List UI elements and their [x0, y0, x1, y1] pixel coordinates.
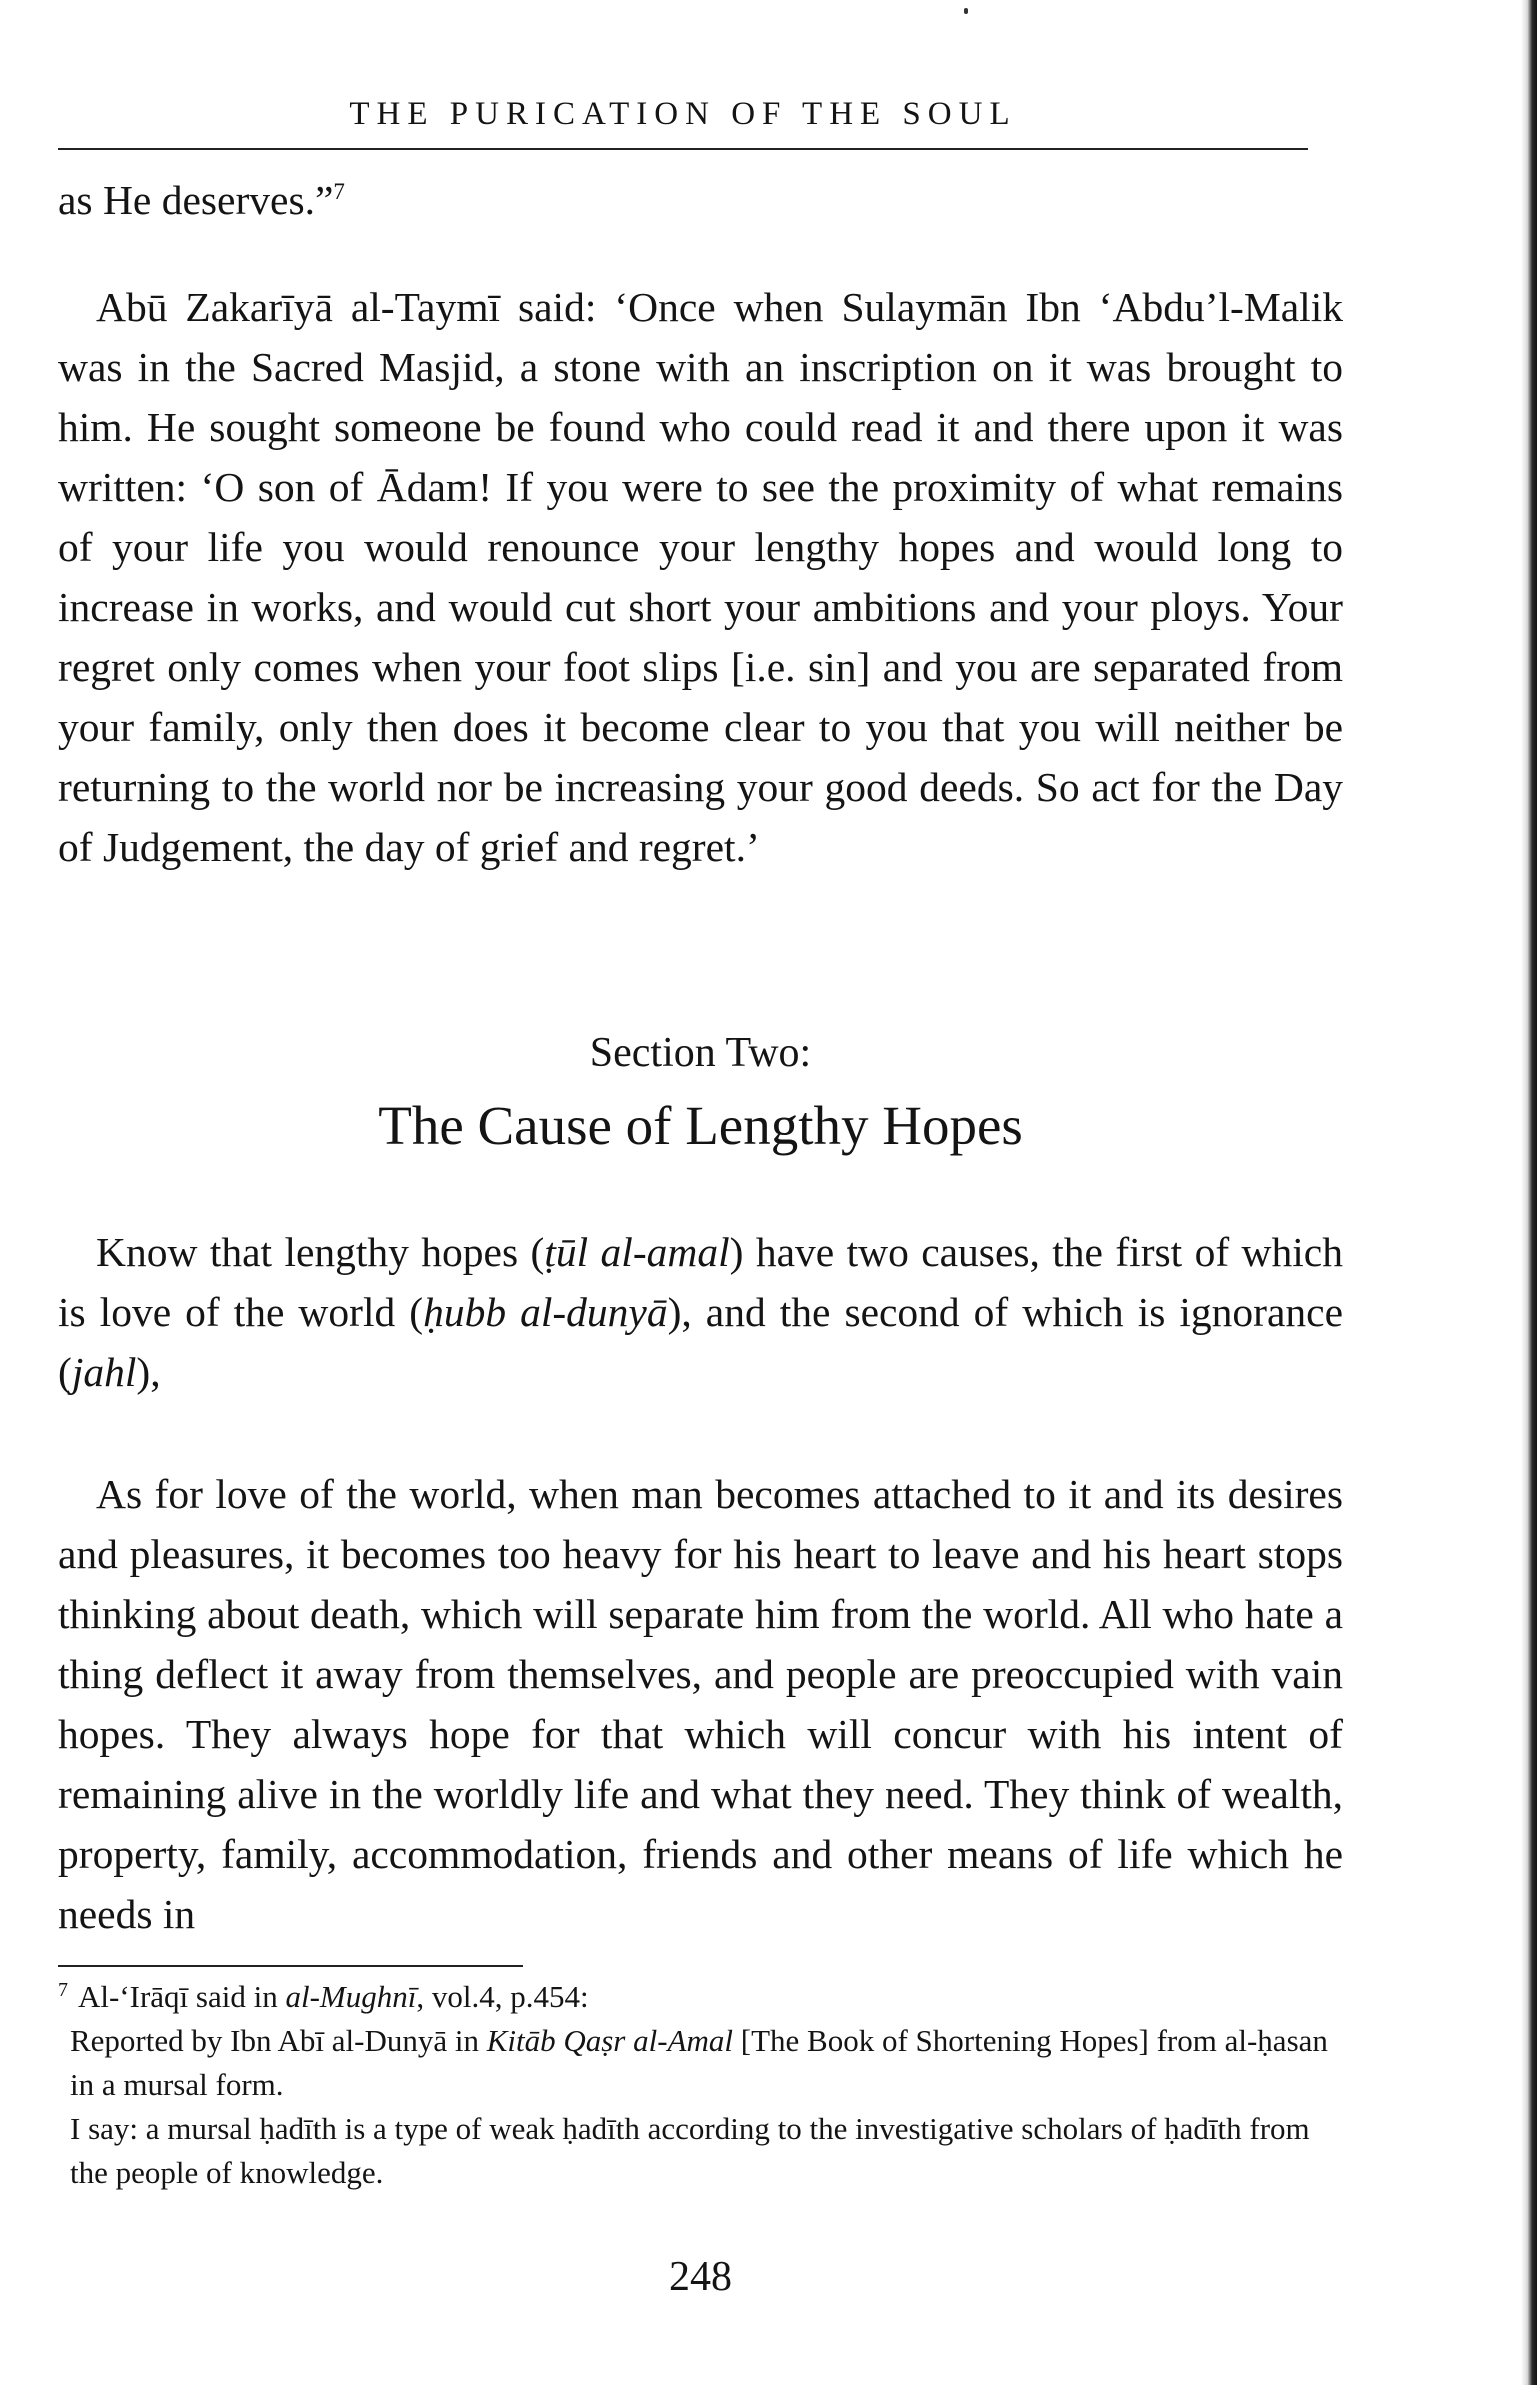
- paragraph-love-of-world: As for love of the world, when man becomes attached to it and its desires and pleasures, it becomes too heavy for his heart to leave and his heart stops thinking about death, which will separate him from the world. All who hate a thing deflect it away from themselves, and people are preoccupied with vain hopes. They always hope for that which will concur with his intent of remaining alive in the worldly life and what they need. They think of wealth, property, family, accommodation, friends and other means of life which he needs in: [58, 1471, 1343, 1937]
- paragraph-continuation-text: as He deserves.”: [58, 177, 334, 223]
- footnote-source-title: al-Mughnī: [285, 1979, 417, 2014]
- section-label: Section Two:: [589, 1030, 812, 1076]
- paragraph-causes-text-a: Know that lengthy hopes (: [96, 1229, 545, 1275]
- header-rule: [58, 148, 1308, 150]
- scan-edge-shadow: [1521, 0, 1537, 2385]
- term-tul-al-amal: ṭūl al-amal: [544, 1229, 730, 1275]
- footnote-line-2-a: Reported by Ibn Abī al-Dunyā in: [70, 2023, 487, 2058]
- footnote-line-1-a: Al-‘Irāqī said in: [78, 1979, 286, 2014]
- scan-speck: [964, 8, 968, 14]
- paragraph-causes-text-b: ) have two causes, the first of which is love of the world (: [58, 1229, 1343, 1335]
- term-hubb-al-dunya: ḥubb al-dunyā: [423, 1289, 668, 1335]
- page-number: 248: [669, 2254, 732, 2300]
- footnotes: [58, 1975, 1343, 2195]
- paragraph-causes: [58, 1222, 1343, 1402]
- footnote-book-title: Kitāb Qaṣr al-Amal: [486, 2023, 733, 2058]
- footnote-line-2: [58, 2019, 1343, 2107]
- running-header: THE PURICATION OF THE SOUL: [349, 96, 1017, 132]
- footnote-line-1-b: , vol.4, p.454:: [416, 1979, 589, 2014]
- footnote-line-2-b: [The Book of Shortening Hopes] from al-ḥasan in a mursal form.: [70, 2023, 1328, 2102]
- footnote-number: 7: [58, 1978, 68, 2001]
- footnote-line-3: I say: a mursal ḥadīth is a type of weak ḥadīth according to the investigative scholars of ḥadīth from the people of knowledge.: [70, 2111, 1310, 2190]
- paragraph-continuation: [58, 170, 1343, 230]
- paragraph-inscription: Abū Zakarīyā al-Taymī said: ‘Once when Sulaymān Ibn ‘Abdu’l-Malik was in the Sacred Masjid, a stone with an inscription on it was brought to him. He sought someone be found who could read it and there upon it was written: ‘O son of Ādam! If you were to see the proximity of what remains of your life you would renounce your lengthy hopes and would long to increase in works, and would cut short your ambitions and your ploys. Your regret only comes when your foot slips [i.e. sin] and you are separated from your family, only then does it become clear to you that you will neither be returning to the world nor be increasing your good deeds. So act for the Day of Judgement, the day of grief and regret.’: [58, 284, 1343, 870]
- paragraph-causes-text-c: ), and the second of which is ignorance (: [58, 1289, 1343, 1395]
- term-jahl: jahl: [71, 1349, 137, 1395]
- footnote-ref[interactable]: 7: [333, 179, 345, 205]
- paragraph-causes-text-d: ),: [136, 1349, 161, 1395]
- footnote-rule: [58, 1965, 523, 1967]
- section-title: The Cause of Lengthy Hopes: [378, 1095, 1023, 1156]
- footnote-line-1: [58, 1975, 1343, 2019]
